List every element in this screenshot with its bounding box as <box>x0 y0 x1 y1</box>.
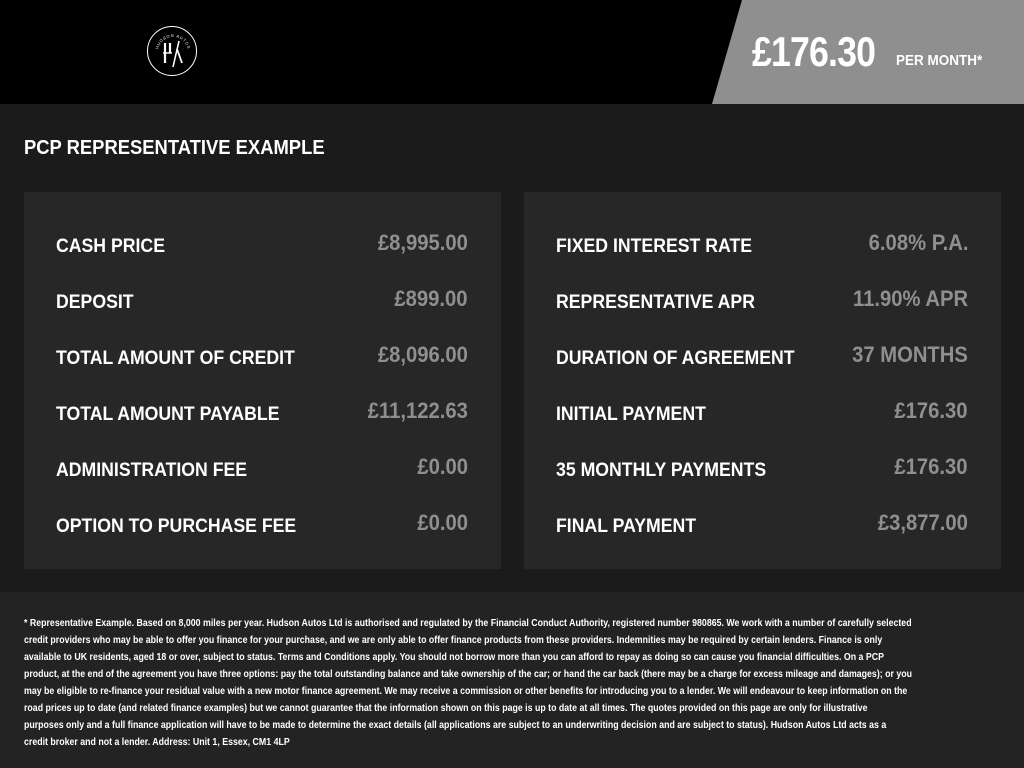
finance-row <box>556 230 968 260</box>
disclaimer-line: available to UK residents, aged 18 or over, subject to status. Terms and Conditions apply. You should not borrow more than you can afford to repay as doing so can cause you financial difficulties. On a PCP <box>24 652 884 663</box>
finance-row <box>56 510 468 540</box>
row-value: £11,122.63 <box>367 398 468 423</box>
finance-row <box>56 230 468 260</box>
finance-card-left <box>24 192 501 569</box>
disclaimer-line: credit broker and not a lender. Address: Unit 1, Essex, CM1 4LP <box>24 737 290 748</box>
row-label: CASH PRICE <box>56 236 165 257</box>
row-value: £8,995.00 <box>377 230 468 255</box>
row-value: £0.00 <box>417 454 468 479</box>
row-label: ADMINISTRATION FEE <box>56 460 248 481</box>
finance-row <box>56 286 468 316</box>
row-label: TOTAL AMOUNT PAYABLE <box>56 404 280 425</box>
finance-row <box>556 510 968 540</box>
row-value: 37 MONTHS <box>852 342 968 367</box>
row-value: 11.90% APR <box>852 286 968 311</box>
row-value: £899.00 <box>394 286 468 311</box>
row-label: INITIAL PAYMENT <box>556 404 706 425</box>
section-title: PCP REPRESENTATIVE EXAMPLE <box>24 137 325 159</box>
row-label: FINAL PAYMENT <box>556 516 697 537</box>
disclaimer-line: purposes only and a full finance application will have to be made to determine the exact details (all applications are subject to an underwriting decision and are subject to status). Hudson Autos Ltd acts as a <box>24 720 887 731</box>
svg-text:HUDSON AUTOS <box>154 33 191 50</box>
row-value: £176.30 <box>894 398 968 423</box>
disclaimer-line: credit providers who may be able to offer you finance for your purchase, and we are only able to offer finance products from these providers. Indemnities may be required by certain lenders. Finance is only <box>24 635 883 646</box>
row-label: OPTION TO PURCHASE FEE <box>56 516 297 537</box>
row-label: 35 MONTHLY PAYMENTS <box>556 460 767 481</box>
finance-row <box>556 454 968 484</box>
row-label: FIXED INTEREST RATE <box>556 236 753 257</box>
row-label: DURATION OF AGREEMENT <box>556 348 795 369</box>
finance-row <box>56 342 468 372</box>
finance-row <box>56 454 468 484</box>
finance-row <box>556 286 968 316</box>
row-value: £3,877.00 <box>877 510 968 535</box>
row-value: £0.00 <box>417 510 468 535</box>
finance-disclaimer <box>24 615 923 751</box>
row-label: TOTAL AMOUNT OF CREDIT <box>56 348 295 369</box>
finance-row <box>556 398 968 428</box>
row-value: £176.30 <box>894 454 968 479</box>
disclaimer-line: may be eligible to re-finance your residual value with a new motor finance agreement. We may receive a commission or other benefits for introducing you to a lender. We will endeavour to keep information on the <box>24 686 908 697</box>
brand-logo[interactable] <box>147 26 197 76</box>
logo-ring-text: HUDSON AUTOS <box>154 32 192 50</box>
logo-monogram-icon <box>148 27 198 77</box>
row-label: DEPOSIT <box>56 292 134 313</box>
finance-row <box>556 342 968 372</box>
row-label: REPRESENTATIVE APR <box>556 292 755 313</box>
monthly-price: £176.30 <box>752 28 876 75</box>
finance-row <box>56 398 468 428</box>
disclaimer-line: product, at the end of the agreement you have three options: pay the total outstanding balance and take ownership of the car; or hand the car back (there may be a charge for excess mileage and damages); or you <box>24 669 913 680</box>
row-value: £8,096.00 <box>377 342 468 367</box>
disclaimer-line: road prices up to date (and related finance examples) but we cannot guarantee that the information shown on this page is up to date at all times. The quotes provided on this page are only for illustrative <box>24 703 868 714</box>
monthly-price-suffix: PER MONTH* <box>896 52 983 69</box>
row-value: 6.08% P.A. <box>868 230 968 255</box>
finance-card-right <box>524 192 1001 569</box>
disclaimer-line: * Representative Example. Based on 8,000 miles per year. Hudson Autos Ltd is authorised and regulated by the Financial Conduct Authority, registered number 980865. We work with a number of carefully selected <box>24 618 912 629</box>
